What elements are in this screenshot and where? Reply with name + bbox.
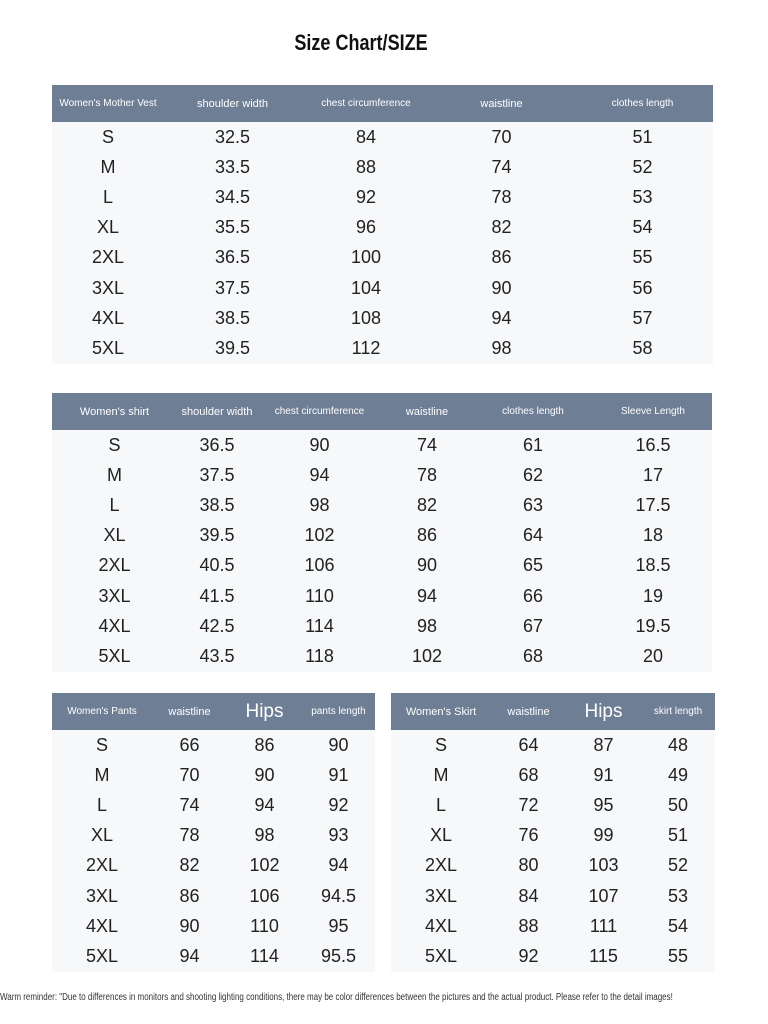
- table-header-row: [52, 393, 712, 430]
- table-header-row: [52, 693, 375, 730]
- header-cell: Hips: [566, 693, 641, 730]
- header-cell: clothes length: [472, 393, 594, 430]
- measurement-cell: 86: [254, 734, 275, 755]
- measurement-cell: 52: [632, 156, 653, 177]
- size-label-cell: 5XL: [98, 645, 131, 666]
- measurement-cell: 82: [491, 217, 512, 238]
- size-label-cell: M: [107, 464, 122, 485]
- measurement-cell: 52: [667, 855, 689, 876]
- measurement-cell: 104: [350, 277, 382, 298]
- vest-size-table: [52, 85, 713, 364]
- measurement-cell: 112: [351, 337, 381, 358]
- measurement-cell: 84: [355, 126, 377, 147]
- measurement-cell: 118: [305, 645, 334, 666]
- measurement-cell: 92: [518, 945, 539, 966]
- table-header-row: [52, 85, 713, 122]
- table-header-row: [391, 693, 715, 730]
- size-label-cell: 2XL: [98, 555, 131, 576]
- measurement-cell: 64: [518, 734, 539, 755]
- measurement-cell: 18.5: [635, 555, 671, 576]
- measurement-cell: 16.5: [635, 434, 671, 455]
- measurement-cell: 70: [179, 764, 200, 785]
- measurement-cell: 19.5: [635, 615, 671, 636]
- measurement-cell: 68: [522, 645, 544, 666]
- measurement-cell: 65: [522, 555, 544, 576]
- header-cell: waistline: [431, 85, 572, 122]
- measurement-cell: 90: [179, 915, 200, 936]
- size-label-cell: S: [101, 126, 114, 147]
- measurement-cell: 80: [518, 855, 539, 876]
- header-cell: chest circumference: [301, 85, 431, 122]
- header-cell: Hips: [227, 693, 302, 730]
- measurement-cell: 94: [328, 855, 349, 876]
- header-cell: waistline: [382, 393, 472, 430]
- size-label-cell: S: [95, 734, 108, 755]
- measurement-cell: 74: [179, 794, 200, 815]
- header-cell: Women's Pants: [52, 693, 152, 730]
- table-row: [391, 911, 715, 941]
- measurement-cell: 90: [491, 277, 512, 298]
- measurement-cell: 37.5: [199, 464, 235, 485]
- measurement-cell: 64: [522, 525, 544, 546]
- measurement-cell: 98: [309, 494, 330, 515]
- measurement-cell: 94.5: [320, 885, 357, 906]
- header-cell: clothes length: [572, 85, 713, 122]
- table-row: [52, 581, 712, 611]
- size-label-cell: XL: [90, 825, 114, 846]
- footer-note: Warm reminder: "Due to differences in monitors and shooting lighting conditions, there may be color differences between the pictures and the actual product. Please refer to the detail images!: [0, 992, 673, 1003]
- table-row: [52, 333, 713, 363]
- measurement-cell: 55: [632, 247, 653, 268]
- header-cell: Women's Skirt: [391, 693, 491, 730]
- page-title: Size Chart/SIZE: [294, 30, 428, 55]
- measurement-cell: 94: [309, 464, 330, 485]
- measurement-cell: 72: [518, 794, 539, 815]
- table-row: [52, 551, 712, 581]
- size-label-cell: L: [96, 794, 107, 815]
- measurement-cell: 99: [593, 825, 614, 846]
- measurement-cell: 95.5: [320, 945, 357, 966]
- pants-size-table: [52, 693, 375, 972]
- measurement-cell: 55: [667, 945, 689, 966]
- measurement-cell: 50: [667, 794, 689, 815]
- measurement-cell: 38.5: [199, 494, 235, 515]
- measurement-cell: 38.5: [214, 307, 251, 328]
- table-row: [52, 243, 713, 273]
- measurement-cell: 102: [249, 855, 280, 876]
- size-label-cell: XL: [103, 525, 126, 546]
- measurement-cell: 88: [355, 156, 377, 177]
- measurement-cell: 54: [667, 915, 689, 936]
- measurement-cell: 110: [305, 585, 334, 606]
- measurement-cell: 78: [416, 464, 438, 485]
- table-row: [52, 851, 375, 881]
- measurement-cell: 74: [491, 156, 512, 177]
- measurement-cell: 63: [522, 494, 544, 515]
- size-label-cell: 4XL: [98, 615, 131, 636]
- header-cell: shoulder width: [177, 393, 257, 430]
- measurement-cell: 93: [328, 825, 349, 846]
- measurement-cell: 49: [667, 764, 689, 785]
- measurement-cell: 78: [491, 186, 512, 207]
- table-row: [52, 490, 712, 520]
- size-label-cell: 5XL: [424, 945, 458, 966]
- measurement-cell: 37.5: [214, 277, 251, 298]
- measurement-cell: 91: [593, 764, 614, 785]
- measurement-cell: 62: [522, 464, 544, 485]
- table-row: [52, 122, 713, 152]
- measurement-cell: 66: [522, 585, 544, 606]
- measurement-cell: 86: [491, 247, 512, 268]
- measurement-cell: 41.5: [199, 585, 235, 606]
- table-row: [52, 941, 375, 971]
- measurement-cell: 88: [518, 915, 539, 936]
- measurement-cell: 82: [416, 494, 438, 515]
- table-row: [52, 303, 713, 333]
- measurement-cell: 92: [355, 186, 377, 207]
- table-row: [52, 641, 712, 671]
- measurement-cell: 35.5: [214, 217, 251, 238]
- table-row: [52, 430, 712, 460]
- measurement-cell: 42.5: [199, 615, 235, 636]
- measurement-cell: 78: [179, 825, 200, 846]
- measurement-cell: 34.5: [214, 186, 251, 207]
- table-row: [391, 730, 715, 760]
- size-label-cell: 2XL: [91, 247, 125, 268]
- table-row: [52, 521, 712, 551]
- measurement-cell: 53: [667, 885, 689, 906]
- table-row: [52, 460, 712, 490]
- measurement-cell: 106: [249, 885, 280, 906]
- measurement-cell: 19: [642, 585, 664, 606]
- size-label-cell: L: [109, 494, 120, 515]
- skirt-size-table: [391, 693, 715, 972]
- table-row: [52, 821, 375, 851]
- size-label-cell: 3XL: [424, 885, 458, 906]
- measurement-cell: 111: [589, 915, 618, 936]
- measurement-cell: 67: [522, 615, 544, 636]
- shirt-size-table: [52, 393, 712, 672]
- measurement-cell: 66: [179, 734, 200, 755]
- measurement-cell: 36.5: [214, 247, 251, 268]
- measurement-cell: 106: [304, 555, 335, 576]
- measurement-cell: 102: [304, 525, 335, 546]
- table-row: [391, 881, 715, 911]
- size-label-cell: XL: [429, 825, 453, 846]
- header-cell: waistline: [491, 693, 566, 730]
- header-cell: chest circumference: [257, 393, 382, 430]
- table-row: [52, 611, 712, 641]
- header-cell: Women's Mother Vest: [52, 85, 164, 122]
- table-row: [52, 881, 375, 911]
- measurement-cell: 98: [491, 337, 512, 358]
- size-label-cell: L: [435, 794, 446, 815]
- measurement-cell: 84: [518, 885, 539, 906]
- size-label-cell: S: [108, 434, 121, 455]
- size-label-cell: 3XL: [98, 585, 131, 606]
- measurement-cell: 94: [179, 945, 200, 966]
- table-row: [52, 911, 375, 941]
- measurement-cell: 53: [632, 186, 653, 207]
- table-row: [391, 790, 715, 820]
- measurement-cell: 70: [491, 126, 512, 147]
- measurement-cell: 95: [328, 915, 349, 936]
- measurement-cell: 61: [522, 434, 544, 455]
- measurement-cell: 90: [416, 555, 438, 576]
- measurement-cell: 110: [250, 915, 279, 936]
- measurement-cell: 40.5: [199, 555, 235, 576]
- measurement-cell: 51: [632, 126, 653, 147]
- table-row: [52, 273, 713, 303]
- size-label-cell: L: [102, 186, 113, 207]
- table-row: [52, 213, 713, 243]
- measurement-cell: 17.5: [635, 494, 671, 515]
- measurement-cell: 95: [593, 794, 614, 815]
- measurement-cell: 114: [250, 945, 279, 966]
- measurement-cell: 94: [254, 794, 275, 815]
- size-label-cell: 3XL: [85, 885, 119, 906]
- header-cell: shoulder width: [164, 85, 301, 122]
- size-label-cell: XL: [96, 217, 120, 238]
- measurement-cell: 86: [179, 885, 200, 906]
- measurement-cell: 90: [309, 434, 330, 455]
- size-label-cell: 3XL: [91, 277, 125, 298]
- table-row: [52, 152, 713, 182]
- size-label-cell: 4XL: [85, 915, 119, 936]
- measurement-cell: 56: [632, 277, 653, 298]
- measurement-cell: 39.5: [214, 337, 251, 358]
- measurement-cell: 48: [667, 734, 689, 755]
- measurement-cell: 103: [588, 855, 619, 876]
- measurement-cell: 100: [350, 247, 382, 268]
- measurement-cell: 36.5: [199, 434, 235, 455]
- table-row: [52, 730, 375, 760]
- measurement-cell: 90: [328, 734, 349, 755]
- size-label-cell: M: [433, 764, 449, 785]
- header-cell: Sleeve Length: [594, 393, 712, 430]
- measurement-cell: 94: [491, 307, 512, 328]
- measurement-cell: 43.5: [199, 645, 235, 666]
- measurement-cell: 32.5: [214, 126, 251, 147]
- measurement-cell: 74: [416, 434, 438, 455]
- table-row: [52, 182, 713, 212]
- measurement-cell: 51: [667, 825, 689, 846]
- size-label-cell: S: [434, 734, 447, 755]
- measurement-cell: 87: [593, 734, 614, 755]
- size-label-cell: 5XL: [85, 945, 119, 966]
- size-label-cell: 2XL: [424, 855, 458, 876]
- measurement-cell: 108: [350, 307, 382, 328]
- measurement-cell: 68: [518, 764, 539, 785]
- size-label-cell: 4XL: [91, 307, 125, 328]
- measurement-cell: 57: [632, 307, 653, 328]
- header-cell: skirt length: [641, 693, 715, 730]
- measurement-cell: 18: [642, 525, 664, 546]
- measurement-cell: 96: [355, 217, 377, 238]
- measurement-cell: 98: [416, 615, 438, 636]
- measurement-cell: 107: [588, 885, 619, 906]
- table-row: [52, 790, 375, 820]
- measurement-cell: 39.5: [199, 525, 235, 546]
- table-row: [52, 760, 375, 790]
- measurement-cell: 20: [642, 645, 664, 666]
- measurement-cell: 86: [416, 525, 438, 546]
- measurement-cell: 17: [642, 464, 664, 485]
- measurement-cell: 94: [416, 585, 438, 606]
- measurement-cell: 92: [328, 794, 349, 815]
- measurement-cell: 102: [411, 645, 443, 666]
- table-row: [391, 821, 715, 851]
- table-row: [391, 941, 715, 971]
- measurement-cell: 115: [589, 945, 618, 966]
- measurement-cell: 114: [305, 615, 334, 636]
- measurement-cell: 58: [632, 337, 653, 358]
- table-row: [391, 760, 715, 790]
- size-label-cell: 2XL: [85, 855, 119, 876]
- table-row: [391, 851, 715, 881]
- size-label-cell: M: [100, 156, 116, 177]
- size-label-cell: 5XL: [91, 337, 125, 358]
- measurement-cell: 76: [518, 825, 539, 846]
- measurement-cell: 90: [254, 764, 275, 785]
- header-cell: waistline: [152, 693, 227, 730]
- measurement-cell: 54: [632, 217, 653, 238]
- measurement-cell: 82: [179, 855, 200, 876]
- size-label-cell: M: [94, 764, 110, 785]
- measurement-cell: 91: [328, 764, 349, 785]
- measurement-cell: 98: [254, 825, 275, 846]
- measurement-cell: 33.5: [214, 156, 251, 177]
- header-cell: Women's shirt: [52, 393, 177, 430]
- header-cell: pants length: [302, 693, 375, 730]
- size-label-cell: 4XL: [424, 915, 458, 936]
